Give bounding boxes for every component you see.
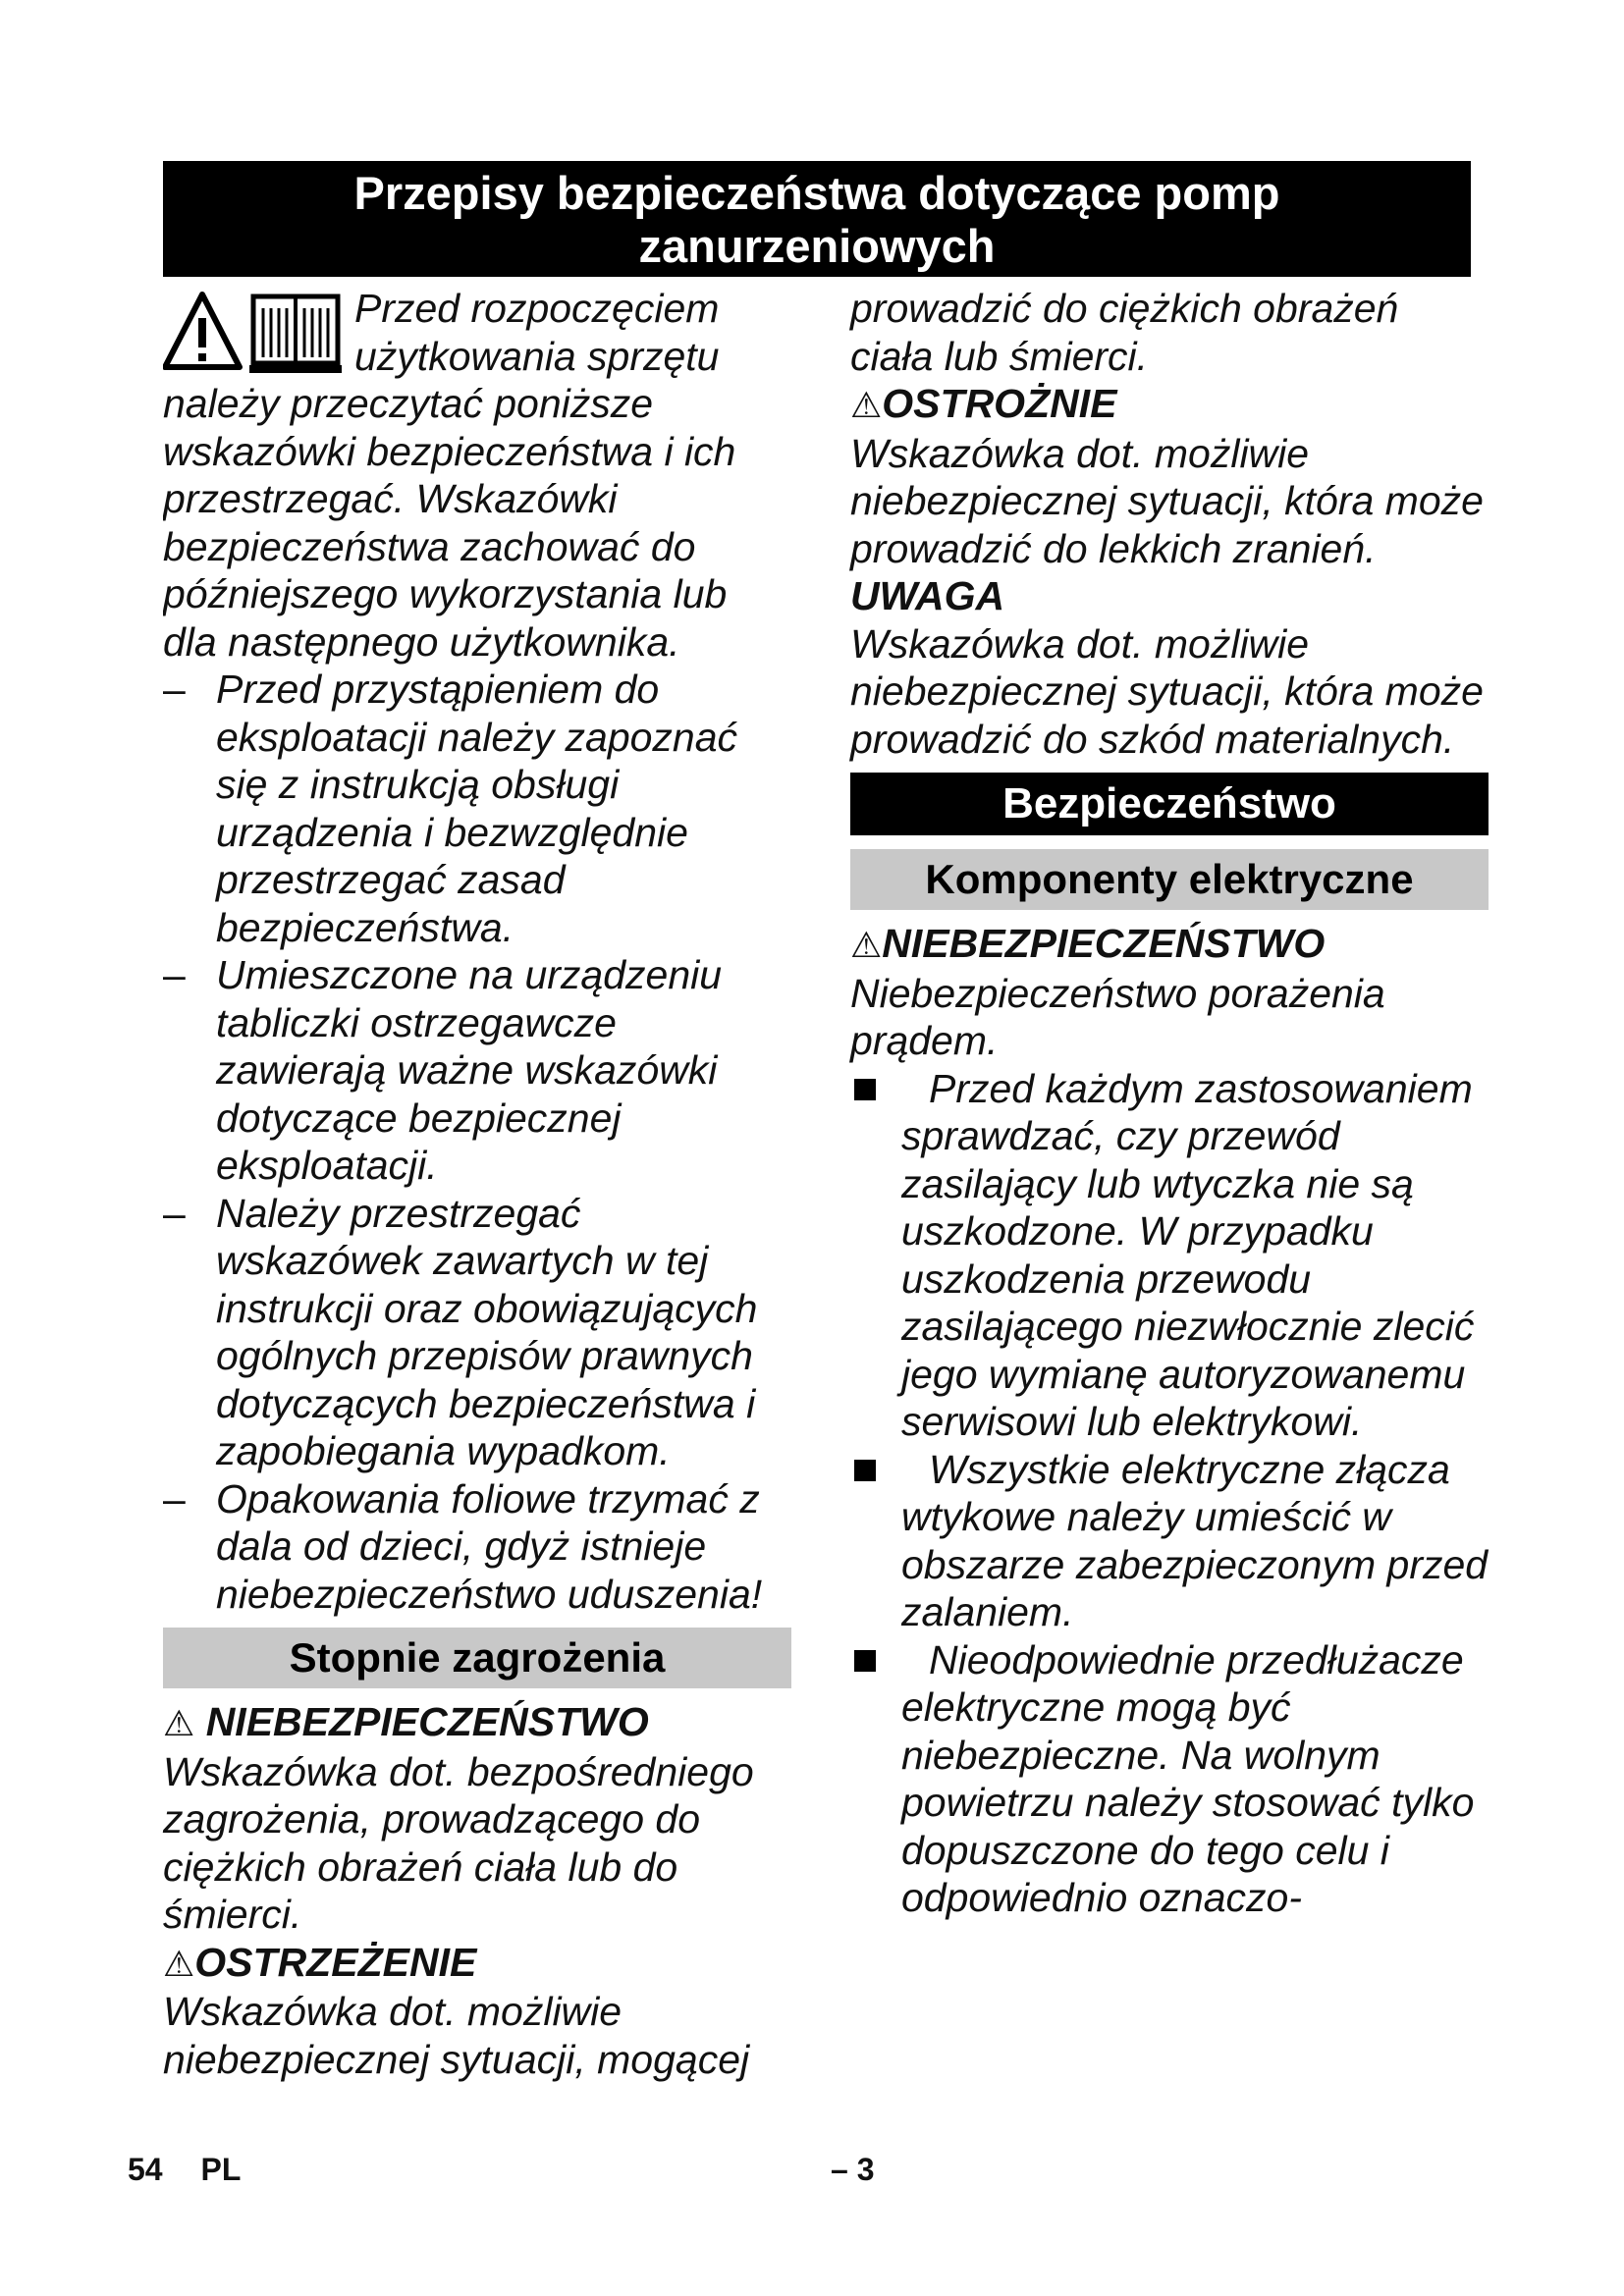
square-bullet-icon [854,1460,876,1481]
warning-triangle-icon: ⚠ [163,1943,195,1984]
warning-triangle-icon: ⚠ [850,385,883,425]
square-bullet-icon [854,1079,876,1100]
caution-signal [850,380,1489,430]
warning-triangle-icon [165,294,240,367]
intro-text: Przed rozpoczęciem użytkowania sprzętu należy przeczytać poniższe wskazówki bezpieczeństwa i ich przestrzegać. Wskazówki bezpieczeństwa zachować do późniejszego wykorzystania lub dla następnego użytkownika. [163,286,736,665]
list-item-text: Przed każdym zastosowaniem sprawdzać, czy przewód zasilający lub wtyczka nie są uszkodzone. W przypadku uszkodzenia przewodu zasilającego niezwłocznie zlecić jego wymianę autoryzowanemu serwisowi lub elektrykowi. [901,1065,1475,1444]
page-title [163,161,1471,277]
page-number: 54 [128,2152,163,2187]
list-item [850,1446,1489,1636]
list-dash: – [163,1475,186,1522]
right-column [850,285,1489,1922]
list-item [850,1636,1489,1922]
list-item-text: Wszystkie elektryczne złącza wtykowe należy umieścić w obszarze zabezpieczonym przed zalaniem. [901,1446,1489,1634]
left-column [163,285,791,2083]
notice-description: Wskazówka dot. możliwie niebezpiecznej sytuacji, która może prowadzić do szkód materialnych. [850,620,1484,762]
page-title-line-1: Przepisy bezpieczeństwa dotyczące pomp [353,167,1280,219]
square-bullet-icon [854,1650,876,1672]
caution-label: OSTROŻNIE [882,381,1117,426]
manual-book-icon [249,296,342,373]
electrical-danger-label: NIEBEZPIECZEŃSTWO [882,921,1326,966]
notice-signal [850,572,1489,620]
list-item [163,951,791,1190]
list-dash: – [163,1190,186,1236]
intro-block [163,285,791,666]
list-item-text: Umieszczone na urządzeniu tabliczki ostrzegawcze zawierają ważne wskazówki dotyczące bezpiecznej eksploatacji. [216,952,723,1188]
warning-label: OSTRZEŻENIE [194,1939,477,1985]
caution-description: Wskazówka dot. możliwie niebezpiecznej sytuacji, która może prowadzić do lekkich zranień. [850,430,1484,571]
page-title-line-2: zanurzeniowych [638,220,996,272]
electrical-danger-signal [850,920,1489,970]
warning-description-continued: prowadzić do ciężkich obrażeń ciała lub śmierci. [850,286,1399,379]
danger-description: Wskazówka dot. bezpośredniego zagrożenia, prowadzącego do ciężkich obrażeń ciała lub do śmierci. [163,1748,754,1937]
warning-signal [163,1939,791,1989]
hazard-levels-heading: Stopnie zagrożenia [163,1628,791,1688]
list-item-text: Należy przestrzegać wskazówek zawartych w tej instrukcji oraz obowiązujących ogólnych przepisów prawnych dotyczących bezpieczeństwa i zapobiegania wypadkom. [216,1190,758,1473]
warning-triangle-icon: ⚠ [850,925,883,965]
electrical-danger-description: Niebezpieczeństwo porażenia prądem. [850,970,1385,1063]
list-item-text: Przed przystąpieniem do eksploatacji należy zapoznać się z instrukcją obsługi urządzenia i bezwzględnie przestrzegać zasad bezpieczeństwa. [216,667,738,950]
list-item [850,1065,1489,1446]
danger-label: NIEBEZPIECZEŃSTWO [205,1699,649,1744]
warning-triangle-icon: ⚠ [163,1703,195,1743]
list-item [163,1190,791,1475]
list-item [163,1475,791,1619]
list-item [163,666,791,951]
notice-label: UWAGA [850,573,1005,618]
list-dash: – [163,952,186,997]
intro-icons [163,289,345,377]
page-footer-left [128,2152,241,2188]
list-item-text: Nieodpowiednie przedłużacze elektryczne mogą być niebezpieczne. Na wolnym powietrzu należy stosować tylko dopuszczone do tego celu i odpowiednio oznaczo- [901,1636,1475,1920]
language-code: PL [200,2152,242,2187]
safety-heading: Bezpieczeństwo [850,773,1489,835]
section-page-number: – 3 [831,2152,875,2187]
danger-signal [163,1698,791,1748]
warning-description: Wskazówka dot. możliwie niebezpiecznej sytuacji, mogącej [163,1989,750,2082]
list-item-text: Opakowania foliowe trzymać z dala od dzieci, gdyż istnieje niebezpieczeństwo uduszenia! [216,1475,763,1617]
electrical-components-heading: Komponenty elektryczne [850,849,1489,910]
list-dash: – [163,667,186,712]
